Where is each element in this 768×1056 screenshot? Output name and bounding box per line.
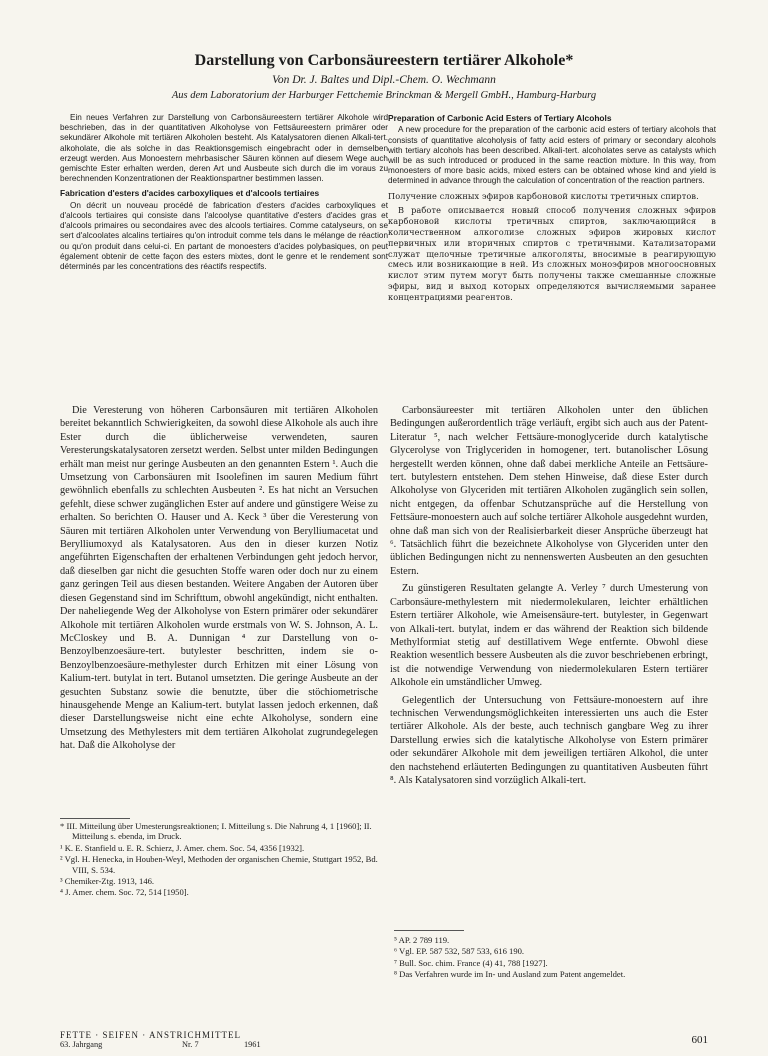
- journal-volume: 63. Jahrgang: [60, 1040, 103, 1049]
- abstract-english: A new procedure for the preparation of the carbonic acid esters of tertiary alcohols that consists of quantitative alcoholysis of fatty acid esters of primary or secondary alcohols with tertiary alcohols has been described. Alkali-tert. alcoholates serve as catalysts which will be as such introduced or produced in the same reaction mixture. In this way, from monoesters of more basic acids, mixed esters can be obtained whose kind and yield is determined in advance through the calculation of concentration of the reaction partners.: [388, 125, 716, 186]
- footnotes-left: [60, 821, 378, 899]
- abstract-french: On décrit un nouveau procédé de fabrication d'esters d'acides carboxyliques et d'alcools tertiaires qui consiste dans l'alcoolyse quantitative d'esters d'acides gras et d'alcools primaires ou secondaires avec des alcools tertiaires. Comme catalyseurs, on se sert d'alcoolates alcalins tertiaires qu'on introduit comme tels dans le mélange de réaction ou qu'on produit dans celui-ci. En partant de monoesters d'acides polybasiques, on peut également obtenir de cette façon des esters mixtes, dont le genre et le rendement sont déterminés par les concentrations des réactifs respectifs.: [60, 200, 388, 272]
- footnote: ¹ K. E. Stanfield u. E. R. Schierz, J. Amer. chem. Soc. 54, 4356 [1932].: [60, 842, 305, 853]
- article-authors: Von Dr. J. Baltes und Dipl.-Chem. O. Wechmann: [272, 74, 496, 86]
- body-paragraph: Die Veresterung von höheren Carbonsäuren mit tertiären Alkoholen bereitet bekanntlich Schwierigkeiten, da sowohl diese Alkohole als auch ihre Ester durch die üblicherweise verwendeten, sauren Veresterungskatalysatoren zersetzt werden. Selbst unter milden Bedingungen erhält man meist nur geringe Ausbeuten an den genannten Estern ¹. Auch die Umsetzung von Carbonsäuren mit Isoolefinen im sauren Medium führt gewöhnlich ebenfalls zu schlechten Ausbeuten ². Es hat nicht an Versuchen gefehlt, diese schwer zugänglichen Ester auf andere und günstigere Weise zu erhalten. So berichten O. Hauser und A. Keck ³ über die Veresterung von Säuren mit tertiären Alkoholen unter Verwendung von Berylliumacetat und Berylliumoxyd als Katalysatoren. Aus den in dieser kurzen Notiz angeführten Eigenschaften der erhaltenen Verbindungen geht jedoch hervor, daß dieselben gar nicht die gesuchten Stoffe waren oder doch nur zu einem ganz geringen Teil aus diesen bestanden. Weitere Angaben der Autoren über diesen Gegenstand sind im Schrifttum, obwohl angekündigt, nicht enthalten. Der naheliegende Weg der Alkoholyse von Estern primärer oder sekundärer Alkohole mit tertiären Alkoholen wurde erstmals von W. S. Johnson, A. L. McCloskey und B. A. Dunnigan ⁴ zur Darstellung von o-Benzoylbenzoesäure-tert. butylester beschritten, indem sie o-Benzoylbenzoesäure-methylester durch Erhitzen mit einer Lösung von Kalium-tert. butylat in tert. Butanol umsetzten. Die geringe Ausbeute an der gesuchten Substanz sowie die benutzte, über die stöchiometrische hinausgehende Menge an Kalium-tert. butylat lassen jedoch erkennen, daß dieser Darstellungsweise nicht eine echte Alkoholyse, sondern eine Umsetzung des Methylesters mit dem tertiären Alkoholat zugrundegelegen hat. Daß die Alkoholyse der: [60, 405, 378, 752]
- body-column-right: [390, 404, 708, 791]
- body-paragraph: Gelegentlich der Untersuchung von Fettsäure-monoestern auf ihre technischen Verwendungsmöglichkeiten interessierten uns auch die Ester tertiärer Alkohole. Als der beste, auch technisch gangbare Weg zu ihrer Darstellung erwies sich die katalytische Alkoholyse von Estern primärer oder sekundärer Alkohole mit dem jeweiligen tertiären Alkohol, die unter den nachstehend erläuterten Bedingungen zu quantitativen Ausbeuten führt ⁸. Als Katalysatoren sind vorzüglich Alkali-tert.: [390, 694, 708, 786]
- journal-name: FETTE · SEIFEN · ANSTRICHMITTEL: [60, 1030, 241, 1040]
- abstract-english-title: Preparation of Carbonic Acid Esters of Tertiary Alcohols: [388, 113, 612, 123]
- abstract-column-right: [388, 113, 716, 307]
- article-affiliation: Aus dem Laboratorium der Harburger Fettchemie Brinckman & Mergell GmbH., Hamburg-Harburg: [171, 90, 597, 101]
- abstract-russian-title: Получение сложных эфиров карбоновой кислоты третичных спиртов.: [388, 190, 699, 201]
- journal-year: 1961: [244, 1040, 261, 1049]
- footnote: ⁴ J. Amer. chem. Soc. 72, 514 [1950].: [60, 887, 189, 898]
- journal-issue: Nr. 7: [182, 1040, 199, 1049]
- footnote: ³ Chemiker-Ztg. 1913, 146.: [60, 876, 155, 887]
- footnote: * III. Mitteilung über Umesterungsreaktionen; I. Mitteilung s. Die Nahrung 4, 1 [1960]; II. Mitteilung s. ebenda, im Druck.: [60, 821, 372, 842]
- body-column-left: [60, 404, 378, 757]
- footnote: ⁶ Vgl. EP. 587 532, 587 533, 616 190.: [394, 946, 525, 957]
- abstract-french-title: Fabrication d'esters d'acides carboxyliques et d'alcools tertiaires: [60, 188, 320, 199]
- footnote: ⁸ Das Verfahren wurde im In- und Ausland zum Patent angemeldet.: [394, 969, 626, 980]
- abstract-german: Ein neues Verfahren zur Darstellung von Carbonsäureestern tertiärer Alkohole wird beschrieben, das in der quantitativen Alkoholyse von Fettsäureestern primärer oder sekundärer Alkohole mit tertiären Alkoholen besteht. Als Katalysatoren dienen Alkali-tert. alkoholate, die als solche in das Reaktionsgemisch eingebracht oder in demselben erzeugt werden. Aus Monoestern mehrbasischer Säuren können auf diesem Wege auch gemischte Ester erhalten werden, deren Art und Ausbeute sich durch die im voraus zu berechnenden Konzentrationen der Reaktionspartner bestimmen lassen.: [60, 113, 388, 184]
- body-paragraph: Zu günstigeren Resultaten gelangte A. Verley ⁷ durch Umesterung von Carbonsäure-methylestern mit niedermolekularen, leichter erhältlichen Estern tertiärer Alkohole, wie Ameisensäure-tert. butylester, in Gegenwart von Alkali-tert. butylat, indem er das während der Reaktion sich bildende Methylformiat stetig auf destillativem Wege entfernte. Obwohl diese Reaktion wesentlich bessere Ausbeuten als die zuvor beschriebenen erbringt, ist die notwendige Verwendung von niedermolekularen Estern tertiärer Alkohole ein umständlicher Umweg.: [390, 583, 708, 689]
- footnote: ⁵ AP. 2 789 119.: [394, 935, 450, 945]
- footnote: ² Vgl. H. Henecka, in Houben-Weyl, Methoden der organischen Chemie, Stuttgart 1952, Bd. VIII, S. 534.: [60, 854, 378, 875]
- page-number: 601: [691, 1034, 708, 1046]
- abstract-column-left: [60, 113, 388, 276]
- article-title: Darstellung von Carbonsäureestern tertiärer Alkohole*: [194, 52, 574, 69]
- footnote-divider-left: [60, 818, 130, 819]
- body-paragraph: Carbonsäureester mit tertiären Alkoholen unter den üblichen Bedingungen außerordentlich träge verläuft, ergibt sich auch aus der Patent-Literatur ⁵, nach welcher Fettsäure-monoglyceride durch katalytische Glycerolyse von Triglyceriden in homogener, tert. butanolischer Lösung hergestellt werden können, ohne daß dabei merkliche Anteile an Fettsäure-tert. butylestern entstehen. Dem stehen Hinweise, daß diese Ester durch Alkoholyse von Glyceriden mit tertiären Alkoholen zugänglich sein sollen, nicht entgegen, da offenbar Schutzansprüche auf die Herstellung von Fettsäure-monoestern auch auf solche tertiärer Alkohole ausgedehnt wurden, ohne daß man sich von der Realisierbarkeit dieser Ansprüche überzeugt hat ⁶. Tatsächlich führt die bezeichnete Alkoholyse von Glyceriden unter den üblichen Bedingungen nicht zu nennenswerten Ausbeuten an den gesuchten Estern.: [390, 405, 708, 577]
- footnote: ⁷ Bull. Soc. chim. France (4) 41, 788 [1927].: [394, 957, 548, 968]
- abstract-russian: В работе описывается новый способ получения сложных эфиров карбоновой кислоты третичных спиртов, заключающийся в количественном алкоголизе сложных эфиров жировых кислот первичных или вторичных спиртов с третичными. Катализаторами служат щелочные третичные алкоголяты, вносимые в реагирующую смесь или возникающие в ней. Из сложных моноэфиров многоосновных кислот этим путем могут быть получены также смешанные сложные эфиры, вид и выход которых определяются вычисляемыми заранее концентрациями реагентов.: [388, 205, 716, 302]
- footnotes-right: [394, 935, 710, 981]
- footnote-divider-right: [394, 930, 464, 931]
